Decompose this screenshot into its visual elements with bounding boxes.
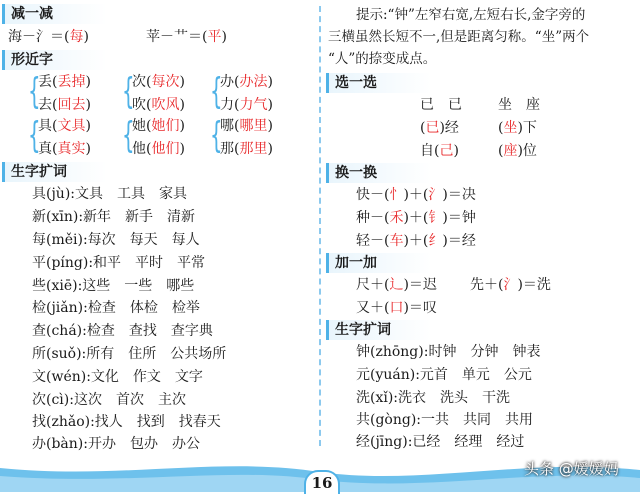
similar-row: 次(每次) <box>132 74 185 90</box>
word-row: 文(wén):文化 作文 文字 <box>32 369 203 385</box>
word-row: 具(jù):文具 工具 家具 <box>32 186 187 202</box>
similar-row: 真(真实) <box>38 141 91 157</box>
similar-row: 具(文具) <box>38 118 91 134</box>
choose-options-1: 已 已 <box>420 97 462 113</box>
similar-row: 她(她们) <box>132 118 185 134</box>
reduce-item-2-answer: 平 <box>207 29 222 45</box>
similar-row: 力(力气) <box>220 97 273 113</box>
heading-add: 加一加 <box>326 253 431 273</box>
brace-icon: { <box>210 115 223 156</box>
similar-row: 吹(吹风) <box>132 97 185 113</box>
tip-line-1: 提示:“钟”左窄右宽,左短右长,金字旁的 <box>356 7 586 23</box>
choose-answer-4: (座)位 <box>498 143 537 159</box>
reduce-item-1-answer: 每 <box>69 29 84 45</box>
page-number: 16 <box>304 470 340 494</box>
word-row: 次(cì):这次 首次 主次 <box>32 392 186 408</box>
replace-row: 轻－(车)＋(纟)＝经 <box>356 233 476 249</box>
column-divider <box>319 6 321 446</box>
reduce-item-2 <box>146 27 227 47</box>
add-row-2: 先＋(氵)＝洗 <box>470 277 551 293</box>
choose-answer-1: (已)经 <box>420 120 459 136</box>
reduce-item-1 <box>8 27 89 47</box>
replace-row: 快－(忄)＋(氵)＝决 <box>356 187 476 203</box>
word-row: 所(suǒ):所有 住所 公共场所 <box>32 346 227 362</box>
similar-row: 哪(哪里) <box>220 118 273 134</box>
choose-answer-2: (坐)下 <box>498 120 537 136</box>
tip-line-2: 三横虽然长短不一,但是距离匀称。“坐”两个 <box>328 29 590 45</box>
tip-text <box>328 4 634 70</box>
heading-similar: 形近字 <box>2 50 107 70</box>
word-row: 钟(zhōng):时钟 分钟 钟表 <box>356 344 541 360</box>
brace-icon: { <box>122 115 135 156</box>
reduce-item-2-post: ) <box>221 29 227 45</box>
heading-words-left: 生字扩词 <box>2 162 107 182</box>
brace-icon: { <box>28 71 41 112</box>
heading-choose: 选一选 <box>326 73 431 93</box>
word-row: 新(xīn):新年 新手 清新 <box>32 209 196 225</box>
word-row: 元(yuán):元首 单元 公元 <box>356 367 532 383</box>
choose-options-2: 坐 座 <box>498 97 540 113</box>
watermark: 头条 @媛媛妈 <box>524 460 619 478</box>
heading-replace: 换一换 <box>326 163 431 183</box>
similar-row: 办(办法) <box>220 74 273 90</box>
tip-line-3: “人”的捺变成点。 <box>328 51 437 67</box>
reduce-item-2-pre: 苹－艹＝( <box>146 29 208 45</box>
brace-icon: { <box>122 71 135 112</box>
word-row: 查(chá):检查 查找 查字典 <box>32 323 213 339</box>
similar-row: 去(回去) <box>38 97 91 113</box>
word-row: 办(bàn):开办 包办 办公 <box>32 436 200 452</box>
word-row: 每(měi):每次 每天 每人 <box>32 232 200 248</box>
word-row: 检(jiǎn):检查 体检 检举 <box>32 300 200 316</box>
add-row-3: 又＋(口)＝叹 <box>356 300 437 316</box>
add-row-1: 尺＋(辶)＝迟 <box>356 277 437 293</box>
similar-row: 他(他们) <box>132 141 185 157</box>
word-row: 共(gòng):一共 共同 共用 <box>356 412 534 428</box>
replace-row: 种－(禾)＋(钅)＝钟 <box>356 210 476 226</box>
word-row: 些(xiē):这些 一些 哪些 <box>32 278 195 294</box>
brace-icon: { <box>210 71 223 112</box>
reduce-item-1-post: ) <box>83 29 89 45</box>
similar-row: 那(那里) <box>220 141 273 157</box>
brace-icon: { <box>28 115 41 156</box>
word-row: 平(píng):和平 平时 平常 <box>32 255 206 271</box>
heading-words-right: 生字扩词 <box>326 320 431 340</box>
reduce-item-1-pre: 海－氵＝( <box>8 29 70 45</box>
choose-answer-3: 自(己) <box>420 143 459 159</box>
heading-reduce: 减一减 <box>2 4 107 24</box>
word-row: 洗(xǐ):洗衣 洗头 干洗 <box>356 390 511 406</box>
similar-row: 丢(丢掉) <box>38 74 91 90</box>
word-row: 经(jīng):已经 经理 经过 <box>356 434 525 450</box>
word-row: 找(zhǎo):找人 找到 找春天 <box>32 414 221 430</box>
